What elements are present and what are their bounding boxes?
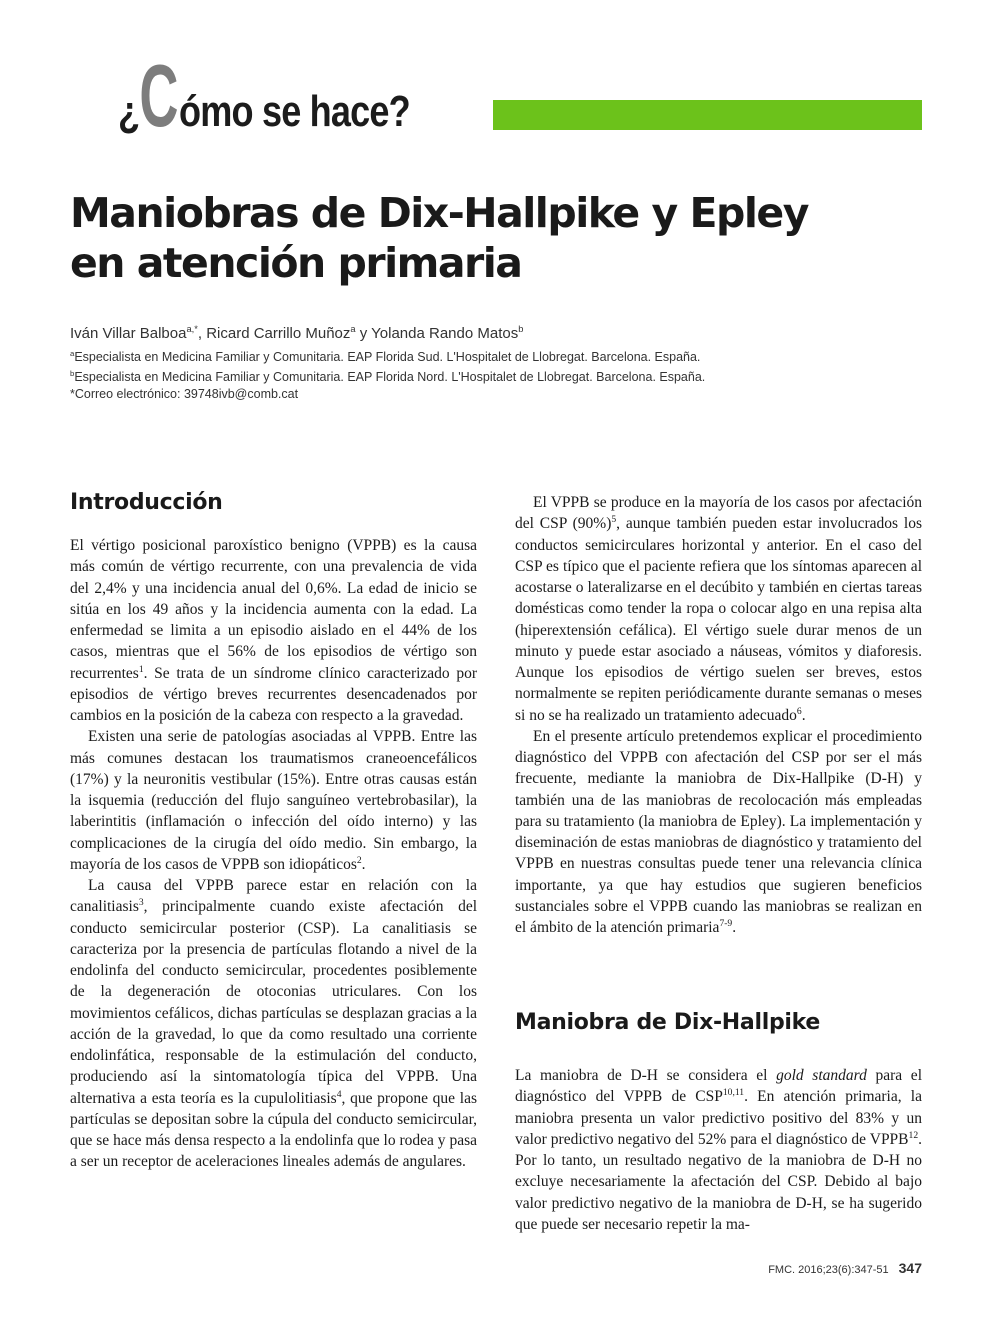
section-rest: ómo se hace? <box>179 87 410 136</box>
paragraph-text: , que propone que las partículas se depositan sobre la cúpula del conducto semicircular, que se hace más densa respecto a la endolinfa que lo rodea y pasa a ser un receptor de aceleraciones lineales además de angulares. <box>70 1089 477 1171</box>
journal-citation: FMC. 2016;23(6):347-51 <box>768 1264 889 1276</box>
author-sup: b <box>518 324 524 334</box>
page-number: 347 <box>898 1260 922 1276</box>
affiliation-b <box>70 370 930 384</box>
affiliation-label: a <box>70 348 75 358</box>
right-column <box>515 492 922 938</box>
reference-sup: 4 <box>336 1088 342 1100</box>
affiliation-text: Especialista en Medicina Familiar y Comunitaria. EAP Florida Nord. L'Hospitalet de Llobregat. Barcelona. España. <box>74 370 706 384</box>
author-sep: , <box>197 325 207 342</box>
section-prefix: ¿ <box>118 87 140 136</box>
affiliation-text: Especialista en Medicina Familiar y Comunitaria. EAP Florida Sud. L'Hospitalet de Llobregat. Barcelona. España. <box>74 350 701 364</box>
paragraph-text: , aunque también pueden estar involucrados los conductos semicirculares horizontal y anterior. En el caso del CSP es típico que el paciente refiera que los síntomas aparecen al acostarse o lateralizarse en el decúbito y también en ciertas tareas domésticas como tender la ropa o colocar algo en una repisa alta (hiperextensión cefálica). El vértigo suele durar menos de un minuto y puede estar asociado a náuseas, vómitos y diaforesis. Aunque los episodios de vértigo suelen ser breves, estos normalmente se repiten periódicamente durante semanas o meses si no se ha realizado un tratamiento adecuado <box>515 515 922 724</box>
reference-sup: 5 <box>611 514 617 526</box>
paragraph-text: para el diagnóstico del VPPB de CSP <box>515 1067 922 1106</box>
reference-sup: 7-9 <box>719 917 733 929</box>
reference-sup: 6 <box>796 705 802 717</box>
paragraph <box>70 535 477 726</box>
section-big-letter: C <box>139 46 178 145</box>
reference-sup: 1 <box>138 663 144 675</box>
corresponding-email[interactable]: *Correo electrónico: 39748ivb@comb.cat <box>70 387 299 401</box>
author-sup: a,* <box>186 324 198 334</box>
paragraph-text: El VPPB se produce en la mayoría de los casos por afectación del CSP (90%) <box>515 494 922 533</box>
heading-dix-hallpike: Maniobra de Dix-Hallpike <box>515 1010 821 1035</box>
paragraph-text: . En atención primaria, la maniobra presenta un valor predictivo positivo del 83% y un valor predictivo negativo del 52% para el diagnóstico de VPPB <box>515 1088 922 1148</box>
reference-sup: 12 <box>908 1129 919 1141</box>
affiliation-a <box>70 350 930 364</box>
paragraph-text: . <box>361 855 366 873</box>
title-line-1: Maniobras de Dix-Hallpike y Epley <box>70 189 808 237</box>
paragraph-text: La causa del VPPB parece estar en relación con la canalitiasis <box>70 877 477 916</box>
author-sep: y <box>355 325 372 342</box>
heading-introduccion: Introducción <box>70 490 223 515</box>
paragraph-text: . <box>732 919 737 936</box>
paragraph-text: . Por lo tanto, un resultado negativo de la maniobra de D-H no excluye necesariamente la afectación del CSP. Debido al bajo valor predictivo negativo de la maniobra de D-H, se ha sugerido que puede ser necesario repetir la ma- <box>515 1130 922 1233</box>
paragraph <box>70 875 477 1173</box>
paragraph-text: . <box>801 706 806 724</box>
affiliation-label: b <box>70 368 75 378</box>
right-column-lower <box>515 1065 922 1235</box>
accent-bar <box>493 100 922 130</box>
paragraph-text: , principalmente cuando existe afectación del conducto semicircular posterior (CSP). La canalitiasis se caracteriza por la presencia de partículas flotando a nivel de la endolinfa del conducto semicircular, procedentes posiblemente de la degeneración de otoconias utriculares. Con los movimientos cefálicos, dichas partículas se desplazan gracias a la acción de la gravedad, lo que da como resultado una corriente endolinfática, responsable de la estimulación del conducto, produciendo así la sintomatología típica del VPPB. Una alternativa a esta teoría es la cupulolitiasis <box>70 898 477 1107</box>
author: Iván Villar Balboa <box>70 325 187 342</box>
paragraph-text: . Se trata de un síndrome clínico caracterizado por episodios de vértigo breves recurrentes desencadenados por cambios en la posición de la cabeza con respecto a la gravedad. <box>70 664 477 724</box>
paragraph <box>515 492 922 726</box>
left-column <box>70 535 477 1173</box>
author: Yolanda Rando Matos <box>371 325 519 342</box>
reference-sup: 2 <box>356 854 362 866</box>
author: Ricard Carrillo Muñoz <box>206 325 351 342</box>
author-sup: a <box>350 324 356 334</box>
title-line-2: en atención primaria <box>70 239 522 287</box>
author-list <box>70 325 930 342</box>
paragraph-text: Existen una serie de patologías asociadas al VPPB. Entre las más comunes destacan los traumatismos craneoencefálicos (17%) y la neuronitis vestibular (15%). Entre otras causas están la isquemia (reducción del flujo sanguíneo vertebrobasilar), la laberintitis (inflamación o infección del oído interno) y las complicaciones de la cirugía del oído medio. Sin embargo, la mayoría de los casos de VPPB son idiopáticos <box>70 728 477 873</box>
article-title <box>70 188 830 288</box>
paragraph-text: En el presente artículo pretendemos explicar el procedimiento diagnóstico del VPPB con afectación del CSP por ser el más frecuente, mediante la maniobra de Dix-Hallpike (D-H) y también una de las maniobras de recolocación más empleadas para su tratamiento (la maniobra de Epley). La implementación y diseminación de estas maniobras de diagnóstico y tratamiento del VPPB en nuestras consultas puede tener una relevancia clínica importante, ya que hay estudios que sugieren beneficios sustanciales sobre el VPPB cuando las maniobras se realizan en el ámbito de la atención primaria <box>515 727 922 936</box>
page-footer <box>768 1260 922 1278</box>
paragraph-text: El vértigo posicional paroxístico benigno (VPPB) es la causa más común de vértigo recurrente, con una prevalencia de vida del 2,4% y una incidencia anual del 0,6%. La edad de inicio se sitúa en los 49 años y la incidencia aumenta con la edad. La enfermedad se limita a un episodio aislado en el 44% de los casos, mientras que el 56% de los episodios de vértigo son recurrentes <box>70 537 477 682</box>
emphasis-text: gold standard <box>776 1067 867 1084</box>
paragraph <box>515 1065 922 1235</box>
paragraph <box>515 726 922 939</box>
paragraph <box>70 726 477 875</box>
section-banner <box>118 46 922 145</box>
section-title <box>118 46 410 145</box>
reference-sup: 10,11 <box>722 1087 745 1099</box>
paragraph-text: La maniobra de D-H se considera el <box>515 1067 777 1084</box>
reference-sup: 3 <box>138 897 144 909</box>
